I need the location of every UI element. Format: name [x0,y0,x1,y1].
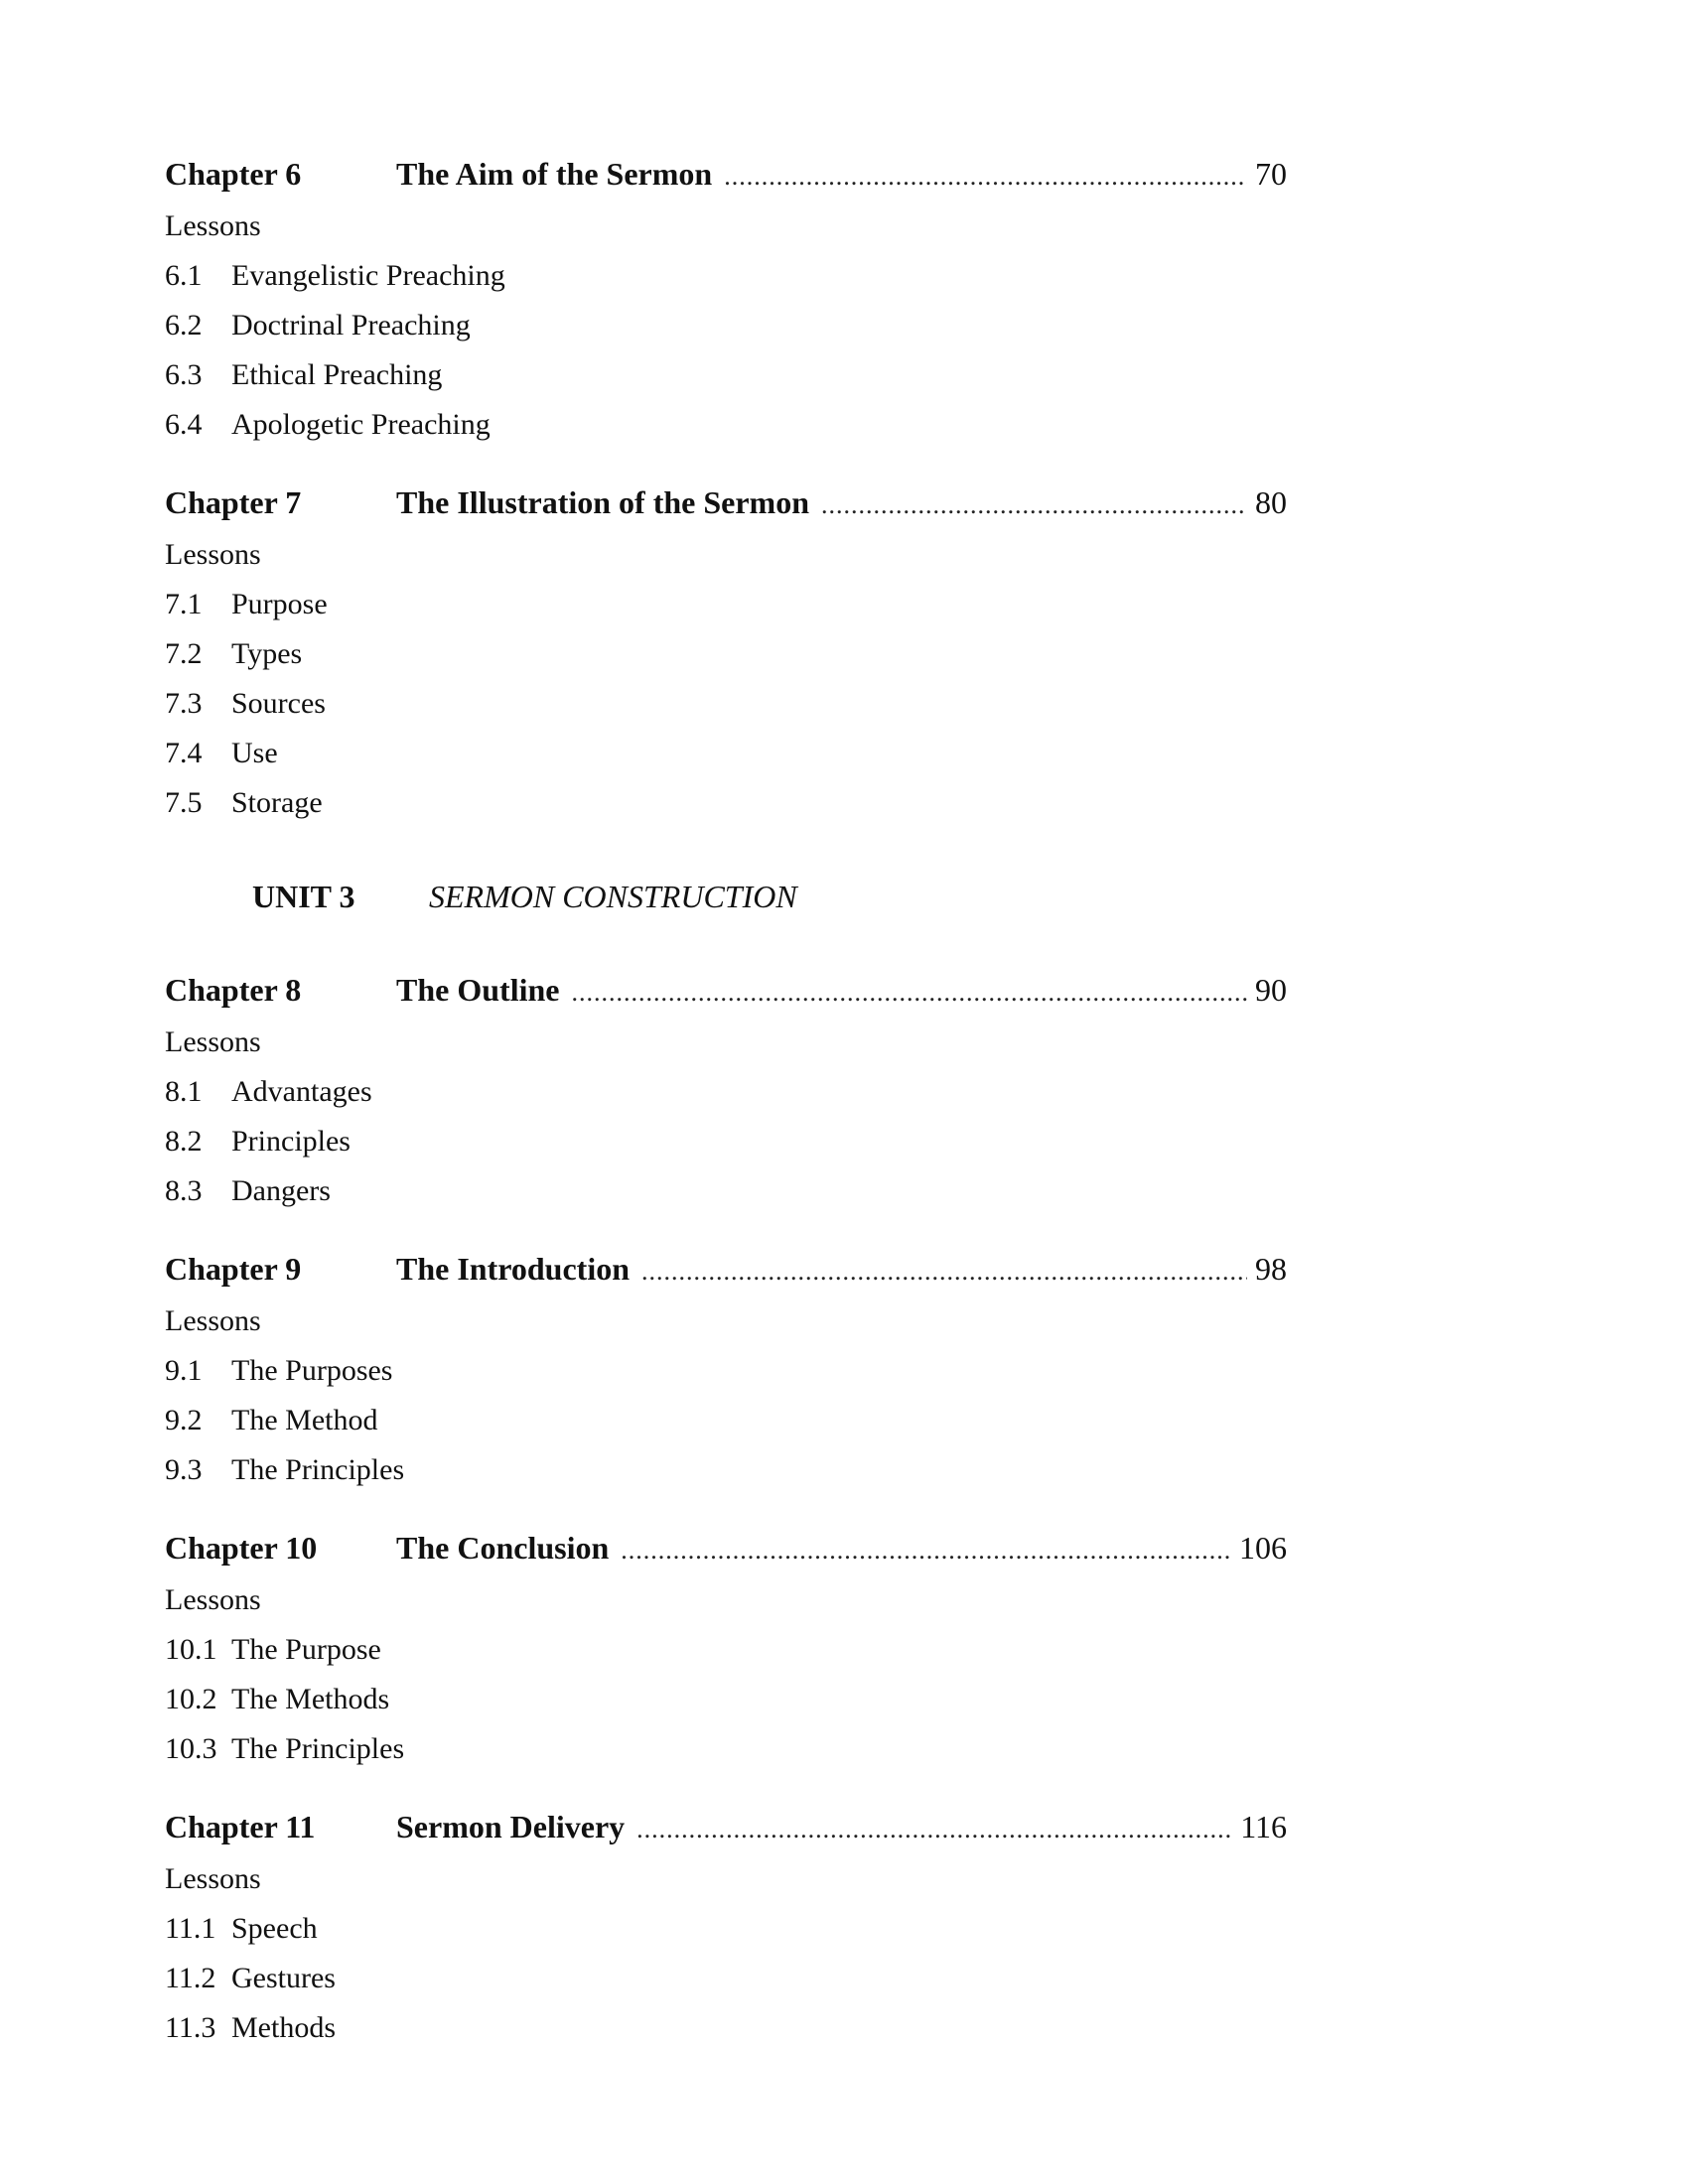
lesson-number: 8.1 [165,1075,203,1108]
dot-leader [571,968,1247,1018]
lesson-title: Storage [231,786,323,819]
lesson-number: 7.5 [165,786,203,819]
chapter-title: The Illustration of the Sermon [396,484,809,520]
page-number: 98 [1255,1251,1287,1287]
table-of-contents [165,149,1287,2053]
lesson-item[interactable] [165,400,1287,450]
lessons-label: Lessons [165,538,261,571]
lesson-number: 8.3 [165,1174,203,1207]
page-number: 90 [1255,972,1287,1008]
toc-entry-chapter-11[interactable] [165,1802,1287,1854]
unit-title: SERMON CONSTRUCTION [429,879,797,914]
lesson-number: 7.3 [165,687,203,720]
lesson-number: 6.2 [165,309,203,341]
lesson-number: 10.2 [165,1683,217,1715]
unit-heading[interactable] [252,872,1287,921]
lesson-title: Speech [231,1912,318,1945]
toc-entry-chapter-10[interactable] [165,1523,1287,1575]
toc-entry-chapter-9[interactable] [165,1244,1287,1297]
chapter-title: The Outline [396,972,560,1008]
lesson-item[interactable] [165,1675,1287,1724]
lesson-number: 7.4 [165,737,203,769]
lesson-number: 10.1 [165,1633,217,1666]
page-number: 80 [1255,484,1287,520]
dot-leader [724,152,1247,202]
lesson-title: Advantages [231,1075,372,1108]
lesson-title: Dangers [231,1174,331,1207]
lesson-title: Methods [231,2011,336,2044]
lesson-item[interactable] [165,1445,1287,1495]
lesson-item[interactable] [165,1625,1287,1675]
lessons-label: Lessons [165,1583,261,1616]
lesson-item[interactable] [165,679,1287,729]
lesson-item[interactable] [165,1396,1287,1445]
lessons-label: Lessons [165,1025,261,1058]
lesson-item[interactable] [165,1346,1287,1396]
chapter-title: The Introduction [396,1251,631,1287]
lesson-item[interactable] [165,1117,1287,1166]
dot-leader [641,1247,1247,1297]
lesson-title: The Purpose [231,1633,381,1666]
lesson-number: 11.2 [165,1962,216,1994]
lesson-title: The Principles [231,1453,405,1486]
chapter-7-section [165,478,1287,828]
page-number: 106 [1239,1530,1287,1566]
lesson-item[interactable] [165,580,1287,629]
lesson-number: 9.1 [165,1354,203,1387]
chapter-number: Chapter 8 [165,972,302,1008]
lesson-item[interactable] [165,1724,1287,1774]
chapter-title: Sermon Delivery [396,1809,626,1844]
chapter-number: Chapter 7 [165,484,302,520]
chapter-title: The Aim of the Sermon [396,156,713,192]
chapter-6-section [165,149,1287,450]
lesson-item[interactable] [165,1954,1287,2003]
lesson-item[interactable] [165,778,1287,828]
dot-leader [636,1805,1232,1854]
lesson-number: 7.1 [165,588,203,620]
lesson-item[interactable] [165,2003,1287,2053]
lesson-number: 10.3 [165,1732,217,1765]
lesson-title: Sources [231,687,326,720]
chapter-11-section [165,1802,1287,2053]
lesson-number: 6.1 [165,259,203,292]
dot-leader [821,480,1247,530]
chapter-9-section [165,1244,1287,1495]
lesson-title: The Principles [231,1732,405,1765]
lesson-item[interactable] [165,251,1287,301]
page-number: 70 [1255,156,1287,192]
lesson-number: 6.4 [165,408,203,441]
lesson-number: 7.2 [165,637,203,670]
lesson-item[interactable] [165,301,1287,350]
lesson-item[interactable] [165,729,1287,778]
lesson-item[interactable] [165,1904,1287,1954]
chapter-number: Chapter 11 [165,1809,316,1844]
toc-entry-chapter-7[interactable] [165,478,1287,530]
chapter-number: Chapter 6 [165,156,302,192]
lesson-title: Ethical Preaching [231,358,443,391]
lesson-title: Doctrinal Preaching [231,309,471,341]
lesson-number: 8.2 [165,1125,203,1158]
dot-leader [621,1526,1231,1575]
lesson-number: 6.3 [165,358,203,391]
lesson-title: Evangelistic Preaching [231,259,505,292]
lesson-title: Types [231,637,303,670]
lesson-item[interactable] [165,629,1287,679]
lesson-title: The Purposes [231,1354,393,1387]
lesson-number: 11.1 [165,1912,216,1945]
chapter-10-section [165,1523,1287,1774]
lesson-title: Purpose [231,588,328,620]
lesson-title: Apologetic Preaching [231,408,491,441]
lesson-title: The Methods [231,1683,390,1715]
toc-entry-chapter-6[interactable] [165,149,1287,202]
lessons-label: Lessons [165,1862,261,1895]
lesson-title: Use [231,737,278,769]
chapter-8-section [165,965,1287,1216]
lessons-label: Lessons [165,1304,261,1337]
lesson-title: Gestures [231,1962,336,1994]
chapter-title: The Conclusion [396,1530,610,1566]
lessons-label: Lessons [165,209,261,242]
page-number: 116 [1240,1809,1287,1844]
lesson-number: 9.3 [165,1453,203,1486]
lesson-item[interactable] [165,1166,1287,1216]
lesson-title: The Method [231,1404,378,1436]
toc-entry-chapter-8[interactable] [165,965,1287,1018]
unit-label: UNIT 3 [252,879,355,914]
lesson-number: 9.2 [165,1404,203,1436]
lesson-number: 11.3 [165,2011,216,2044]
chapter-number: Chapter 9 [165,1251,302,1287]
lesson-item[interactable] [165,1067,1287,1117]
lesson-item[interactable] [165,350,1287,400]
lesson-title: Principles [231,1125,351,1158]
chapter-number: Chapter 10 [165,1530,318,1566]
